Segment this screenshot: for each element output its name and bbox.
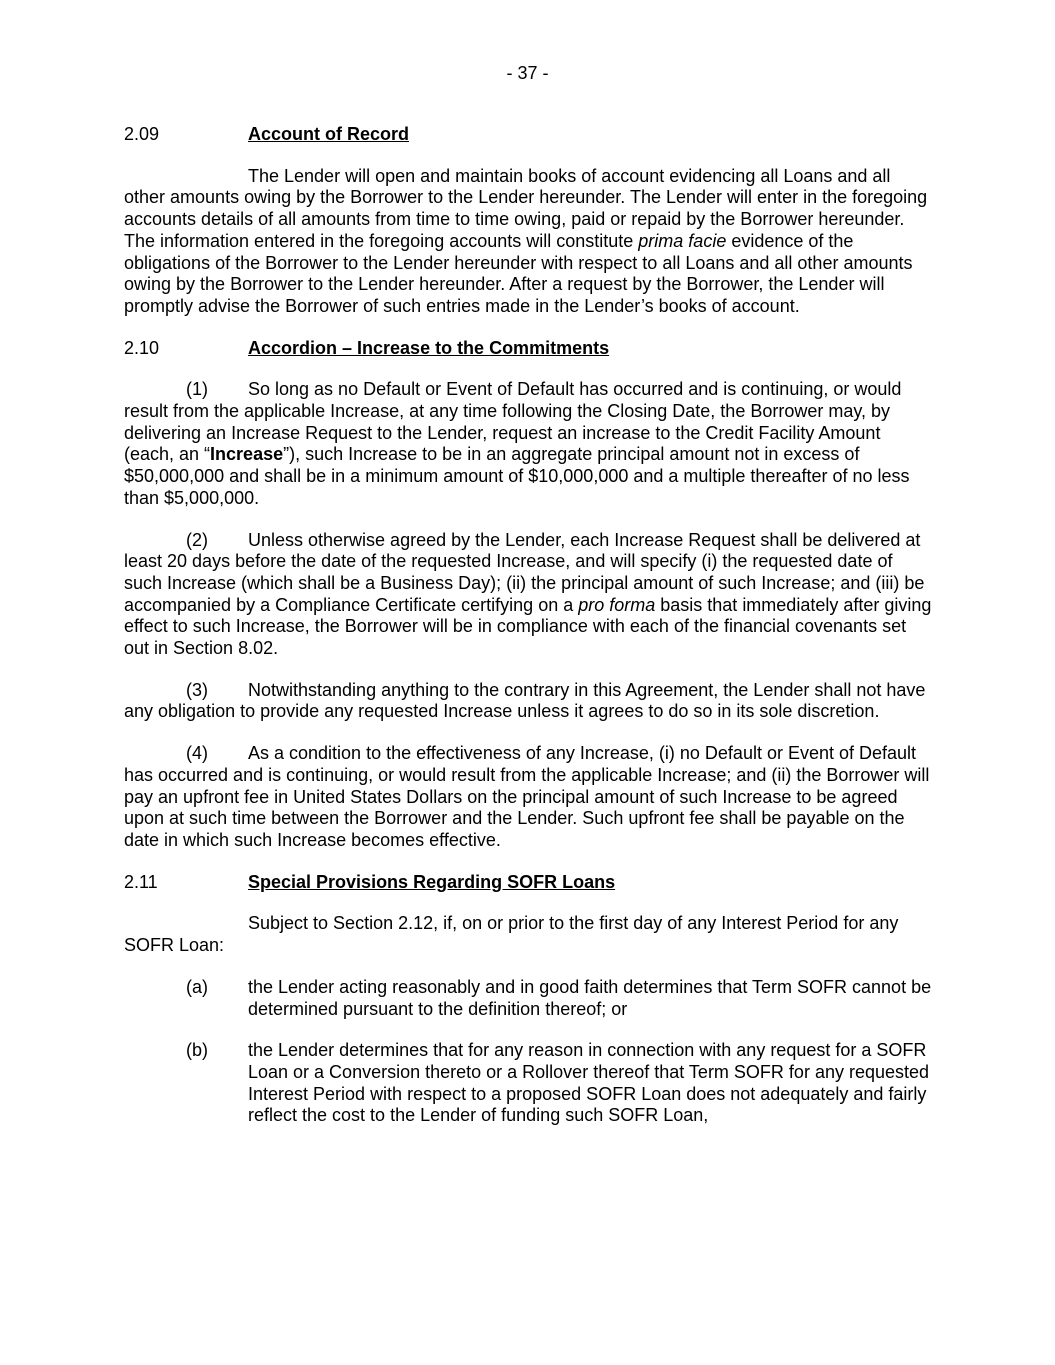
section-number: 2.11 [124, 871, 158, 892]
paragraph-text: basis that immediately after giving effect to such Increase, the Borrower will be in compliance with each of the financial covenants set out in Section 8.02. [124, 594, 932, 659]
section-heading-2-11 [124, 872, 932, 894]
subsection-4 [124, 743, 932, 852]
section-title: Special Provisions Regarding SOFR Loans [248, 871, 616, 892]
subsection-1 [124, 379, 932, 509]
list-item-b [186, 1040, 932, 1127]
section-number: 2.10 [124, 337, 160, 358]
paragraph-text: So long as no Default or Event of Default has occurred and is continuing, or would result from the applicable Increase, at any time following the Closing Date, the Borrower may, by delivering an Increase Request to the Lender, request an increase to the Credit Facility Amount (each, an “ [124, 379, 902, 465]
item-text: the Lender acting reasonably and in good faith determines that Term SOFR cannot be determined pursuant to the definition thereof; or [248, 976, 932, 1019]
subsection-label: (3) [186, 679, 208, 700]
paragraph-text: The Lender will open and maintain books of account evidencing all Loans and all other amounts owing by the Borrower to the Lender hereunder. The Lender will enter in the foregoing accounts details of all amounts from time to time owing, paid or repaid by the Borrower hereunder. The information entered in the foregoing accounts will constitute [124, 165, 928, 251]
italic-term: prima facie [638, 230, 727, 251]
paragraph-text: As a condition to the effectiveness of any Increase, (i) no Default or Event of Default has occurred and is continuing, or would result from the applicable Increase; and (ii) the Borrower will pay an upfront fee in United States Dollars on the principal amount of such Increase to be agreed upon at such time between the Borrower and the Lender. Such upfront fee shall be payable on the date in which such Increase becomes effective. [124, 743, 930, 850]
paragraph-text: Notwithstanding anything to the contrary in this Agreement, the Lender shall not have any obligation to provide any requested Increase unless it agrees to do so in its sole discretion. [124, 679, 926, 722]
subsection-2 [124, 530, 932, 660]
subsection-label: (4) [186, 743, 208, 764]
section-title: Account of Record [248, 124, 410, 144]
subsection-label: (1) [186, 379, 208, 400]
paragraph-text: Unless otherwise agreed by the Lender, each Increase Request shall be delivered at least 20 days before the date of the requested Increase, and will specify (i) the requested date of such Increase (which shall be a Business Day); (ii) the principal amount of such Increase; and (iii) be accompanied by a Compliance Certificate certifying on a [124, 529, 925, 615]
page-content [124, 124, 932, 1147]
item-text: the Lender determines that for any reason in connection with any request for a SOFR Loan or a Conversion thereto or a Rollover thereof that Term SOFR for any requested Interest Period with respect to a proposed SOFR Loan does not adequately and fairly reflect the cost to the Lender of funding such SOFR Loan, [248, 1040, 930, 1126]
section-title: Accordion – Increase to the Commitments [248, 337, 610, 358]
defined-term: Increase [210, 444, 284, 465]
section-heading-2-10 [124, 338, 932, 360]
section-number: 2.09 [124, 124, 160, 144]
item-label: (b) [186, 1040, 208, 1061]
subsection-label: (2) [186, 529, 208, 550]
paragraph-text: evidence of the obligations of the Borrower to the Lender hereunder with respect to all Loans and all other amounts owing by the Borrower to the Lender hereunder. After a request by the Borrower, the Lender will promptly advise the Borrower of such entries made in the Lender’s books of account. [124, 230, 913, 316]
section-heading-2-09 [124, 124, 932, 146]
paragraph-text: ”), such Increase to be in an aggregate principal amount not in excess of $50,000,000 and shall be in a minimum amount of $10,000,000 and a multiple thereafter of no less than $5,000,000. [124, 444, 910, 508]
item-label: (a) [186, 976, 208, 997]
section-2-09-paragraph [124, 166, 932, 318]
italic-term: pro forma [578, 594, 656, 615]
list-item-a [186, 977, 932, 1020]
subsection-3 [124, 680, 932, 723]
section-2-11-intro: Subject to Section 2.12, if, on or prior to the first day of any Interest Period for any SOFR Loan: [124, 913, 899, 956]
page-number: - 37 - [506, 63, 549, 83]
